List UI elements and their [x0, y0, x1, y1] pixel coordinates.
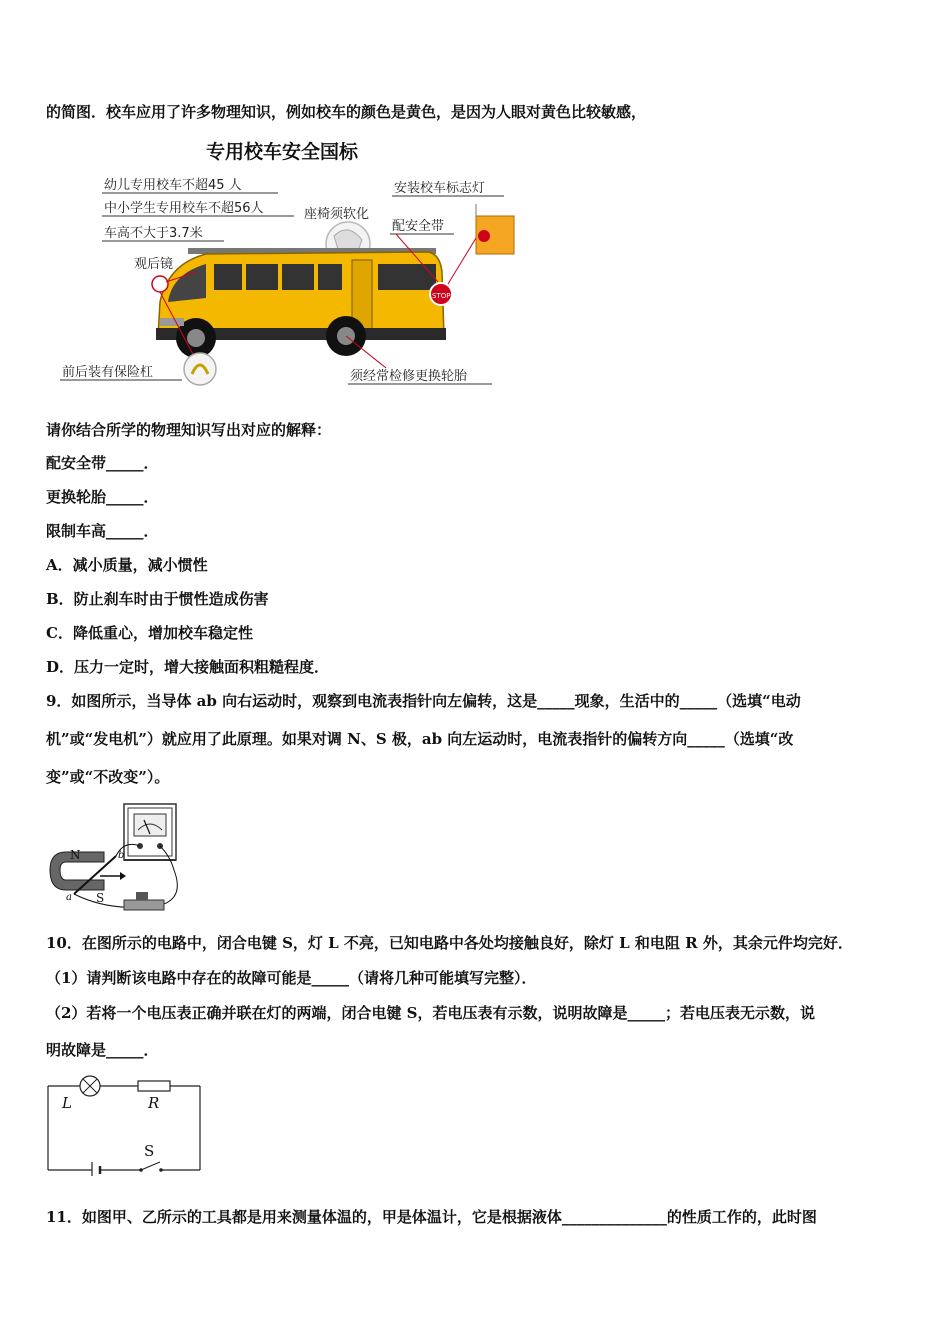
q9-line-2: 机”或“发电机”）就应用了此原理。如果对调 N、S 极，ab 向左运动时，电流表指针的偏转方向_____（选填“改	[46, 730, 794, 748]
school-bus-figure	[56, 132, 526, 394]
q10-line-4: 明故障是_____．	[46, 1041, 159, 1059]
label-seat: 座椅须软化	[304, 207, 370, 222]
q8-item-seat-belt: 配安全带_____．	[46, 454, 159, 472]
resistor-label: R	[148, 1094, 160, 1112]
label-bumper: 前后装有保险杠	[62, 365, 154, 380]
q8-option-c: C．降低重心，增加校车稳定性	[46, 624, 253, 642]
q9-line-3: 变”或“不改变”）。	[46, 768, 170, 786]
q8-option-a: A．减小质量，减小惯性	[46, 556, 208, 574]
q11-line-1: 11．如图甲、乙所示的工具都是用来测量体温的，甲是体温计，它是根据液体______________的性质工作的，此时图	[46, 1208, 817, 1226]
q8-option-b: B．防止刹车时由于惯性造成伤害	[46, 590, 269, 608]
label-tire: 须经常检修更换轮胎	[350, 369, 468, 384]
label-height: 车高不大于3.7米	[104, 226, 203, 241]
q10-line-3: （2）若将一个电压表正确并联在灯的两端，闭合电键 S，若电压表有示数，说明故障是_____；若电压表无示数，说	[46, 1004, 815, 1022]
label-mirror: 观后镜	[134, 257, 174, 272]
q8-item-tire: 更换轮胎_____．	[46, 488, 159, 506]
conductor-b-label: b	[118, 850, 125, 861]
magnet-n-label: N	[70, 848, 81, 862]
q8-item-height: 限制车高_____．	[46, 522, 159, 540]
switch-label: S	[144, 1142, 155, 1160]
label-sign-light: 安装校车标志灯	[394, 181, 486, 196]
q8-prompt: 请你结合所学的物理知识写出对应的解释：	[46, 421, 332, 439]
induction-figure	[44, 800, 194, 916]
stop-sign-text: STOP	[432, 292, 451, 300]
q10-line-1: 10．在图所示的电路中，闭合电键 S，灯 L 不亮，已知电路中各处均接触良好，除灯 L 和电阻 R 外，其余元件均完好．	[46, 934, 853, 952]
bus-figure-title: 专用校车安全国标	[206, 141, 359, 163]
circuit-figure	[44, 1070, 206, 1176]
q9-line-1: 9．如图所示，当导体 ab 向右运动时，观察到电流表指针向左偏转，这是_____现象，生活中的_____（选填“电动	[46, 692, 801, 710]
lamp-label: L	[62, 1094, 72, 1112]
label-kindergarten: 幼儿专用校车不超45 人	[104, 178, 242, 193]
label-primary: 中小学生专用校车不超56人	[104, 201, 264, 216]
intro-line: 的简图．校车应用了许多物理知识，例如校车的颜色是黄色，是因为人眼对黄色比较敏感，	[46, 103, 647, 121]
q10-line-2: （1）请判断该电路中存在的故障可能是_____（请将几种可能填写完整）．	[46, 969, 537, 987]
conductor-a-label: a	[66, 892, 72, 903]
magnet-s-label: S	[96, 891, 105, 905]
q8-option-d: D．压力一定时，增大接触面积粗糙程度．	[46, 658, 330, 676]
label-seat-belt: 配安全带	[392, 219, 445, 234]
